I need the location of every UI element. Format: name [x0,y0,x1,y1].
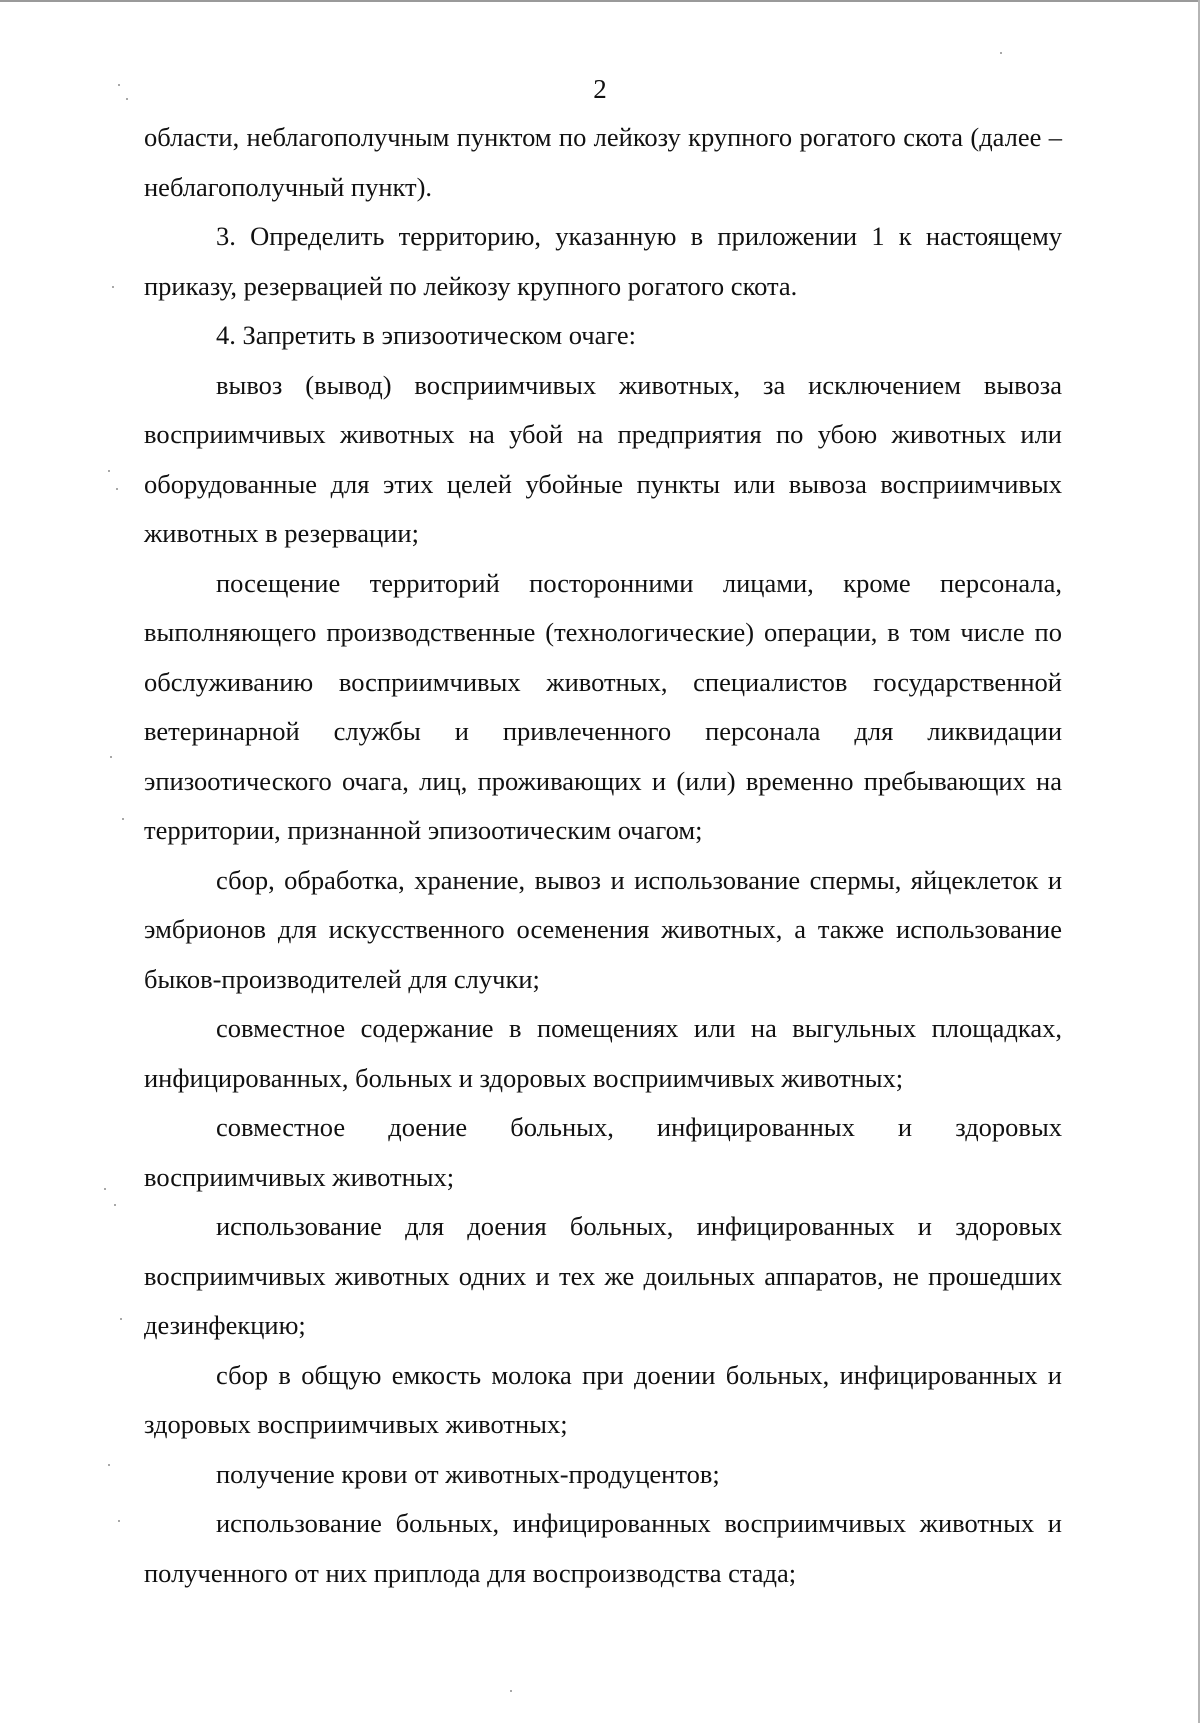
prohibition-joint-milking: совместное доение больных, инфицированных и здоровых восприимчивых животных; [144,1112,1062,1192]
scan-speck [118,1520,120,1522]
scan-speck [104,1188,106,1190]
page-number: 2 [593,74,607,104]
scan-border-top [0,0,1200,2]
scan-speck [112,286,114,288]
scan-speck [118,84,120,86]
scan-speck [110,756,112,758]
prohibition-joint-keeping: совместное содержание в помещениях или на выгульных площадках, инфицированных, больных и здоровых восприимчивых животных; [144,1013,1062,1093]
scan-speck [108,470,110,472]
prohibition-visits: посещение территорий посторонними лицами, кроме персонала, выполняющего производственные (технологические) операции, в том числе по обслуживанию восприимчивых животных, специалистов государственной ветеринарной службы и привлеченного персонала для ликвидации эпизоотического очага, лиц, проживающих и (или) временно пребывающих на территории, признанной эпизоотическим очагом; [144,567,1062,845]
scan-speck [114,1204,116,1206]
scan-speck [1000,52,1002,54]
prohibition-removal: вывоз (вывод) восприимчивых животных, за исключением вывоза восприимчивых животных на убой на предприятия по убою животных или оборудованные для этих целей убойные пункты или вывоза восприимчивых животных в резервации; [144,369,1062,548]
paragraph-item-4: 4. Запретить в эпизоотическом очаге: [216,320,637,350]
scan-speck [122,818,124,820]
scan-speck [510,1690,512,1692]
scan-speck [126,98,128,100]
scan-speck [108,1464,110,1466]
paragraph-continuation: области, неблагополучным пунктом по лейкозу крупного рогатого скота (далее – неблагополучный пункт). [144,122,1062,202]
scan-speck [116,488,118,490]
prohibition-milk-collection: сбор в общую емкость молока при доении больных, инфицированных и здоровых восприимчивых животных; [144,1359,1062,1439]
prohibition-semen: сбор, обработка, хранение, вывоз и использование спермы, яйцеклеток и эмбрионов для искусственного осеменения животных, а также использование быков-производителей для случки; [144,864,1062,994]
prohibition-breeding: использование больных, инфицированных восприимчивых животных и полученного от них приплода для воспроизводства стада; [144,1508,1062,1588]
paragraph-item-3: 3. Определить территорию, указанную в приложении 1 к настоящему приказу, резервацией по лейкозу крупного рогатого скота. [144,221,1062,301]
prohibition-blood: получение крови от животных-продуцентов; [216,1458,720,1489]
prohibition-milking-equipment: использование для доения больных, инфицированных и здоровых восприимчивых животных одних и тех же доильных аппаратов, не прошедших дезинфекцию; [144,1211,1062,1340]
document-body [144,113,1062,1598]
scan-speck [120,1318,122,1320]
